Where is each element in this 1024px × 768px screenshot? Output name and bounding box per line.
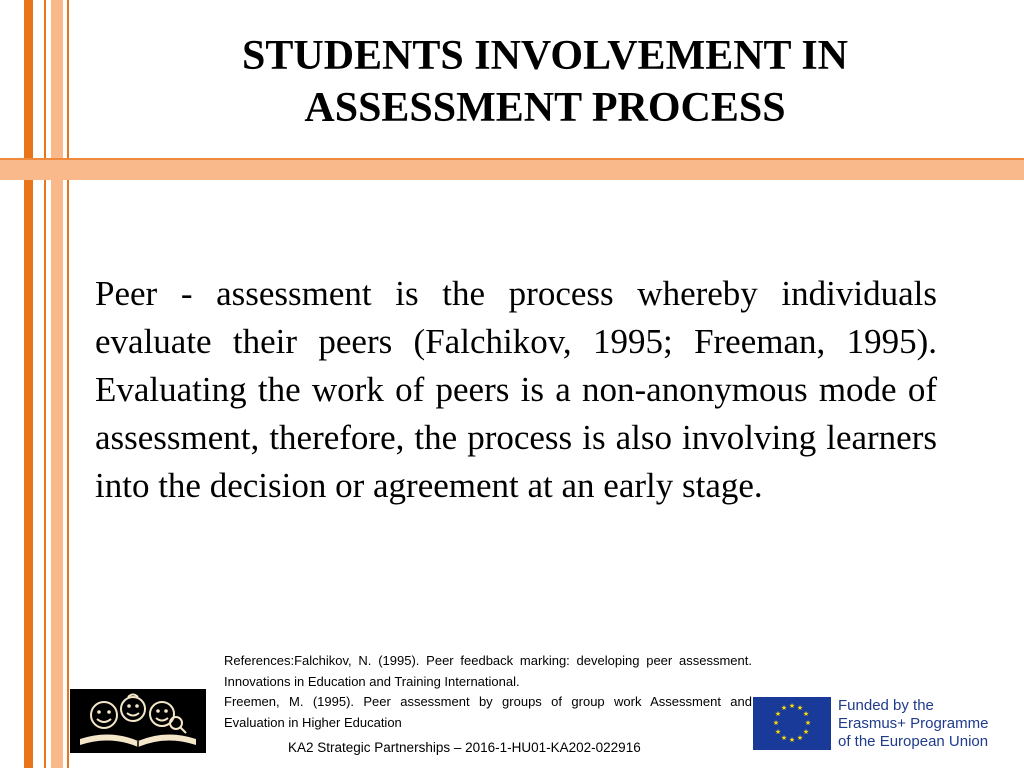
header-band-line xyxy=(0,158,1024,160)
references-block xyxy=(224,651,752,733)
svg-text:★: ★ xyxy=(788,736,796,744)
header-band xyxy=(0,158,1024,180)
slide-body-text: Peer - assessment is the process whereby individuals evaluate their peers (Falchikov, 1995; Freeman, 1995). Evaluating the work of peers is a non-anonymous mode of assessment, therefore, the process is also involving learners into the decision or agreement at an early stage. xyxy=(95,274,937,505)
left-bar-thin-2 xyxy=(67,0,69,768)
svg-text:★: ★ xyxy=(796,734,804,742)
footer-project-code: KA2 Strategic Partnerships – 2016-1-HU01-KA202-022916 xyxy=(288,740,641,755)
svg-text:★: ★ xyxy=(780,734,788,742)
eu-flag-icon xyxy=(753,697,831,750)
svg-text:★: ★ xyxy=(802,710,810,718)
eu-funding-line-3: of the European Union xyxy=(838,733,989,750)
smiley-faces-icon xyxy=(70,689,206,753)
svg-text:★: ★ xyxy=(772,719,780,727)
svg-text:★: ★ xyxy=(780,704,788,712)
project-logo xyxy=(70,689,206,753)
eu-funding-text xyxy=(838,697,988,751)
svg-text:★: ★ xyxy=(774,728,782,736)
reference-freemen: Freemen, M. (1995). Peer assessment by groups of group work Assessment and Evaluation in Higher Education xyxy=(224,694,752,730)
left-bar-thick xyxy=(24,0,33,768)
svg-text:★: ★ xyxy=(774,710,782,718)
svg-text:★: ★ xyxy=(796,704,804,712)
eu-funding-line-2: Erasmus+ Programme xyxy=(838,715,989,732)
reference-falchikov: References:Falchikov, N. (1995). Peer feedback marking: developing peer assessment. Innovations in Education and Training International. xyxy=(224,653,752,689)
eu-funding-line-1: Funded by the xyxy=(838,697,934,714)
svg-text:★: ★ xyxy=(802,728,810,736)
svg-text:★: ★ xyxy=(804,719,812,727)
left-bar-thin-1 xyxy=(44,0,46,768)
svg-text:★: ★ xyxy=(788,702,796,710)
slide-title: STUDENTS INVOLVEMENT IN ASSESSMENT PROCESS xyxy=(241,33,848,131)
left-bar-light xyxy=(51,0,63,768)
